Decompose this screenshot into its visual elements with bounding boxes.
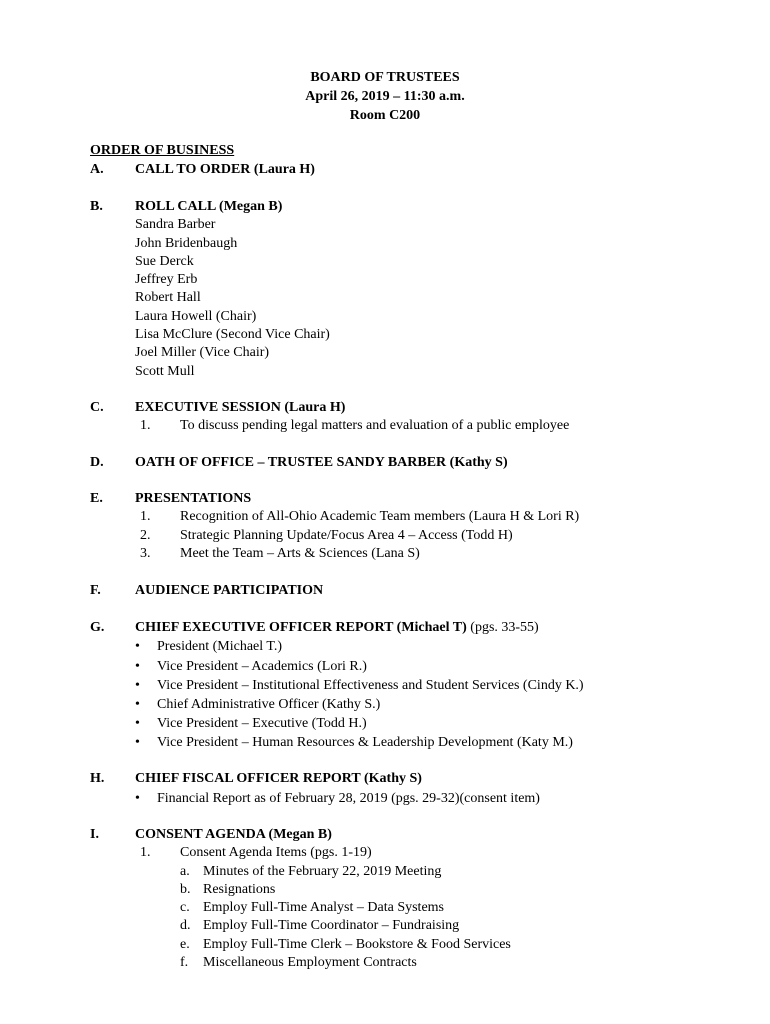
roll-call-member: Lisa McClure (Second Vice Chair): [135, 327, 330, 343]
sub-item-letter: b.: [180, 881, 191, 897]
item-text: Consent Agenda Items (pgs. 1-19): [180, 845, 372, 861]
bullet-text: Chief Administrative Officer (Kathy S.): [157, 696, 381, 712]
sub-item-text: Miscellaneous Employment Contracts: [203, 955, 417, 971]
bullet-item: [135, 714, 740, 733]
section-letter: E.: [90, 491, 103, 506]
item-text: To discuss pending legal matters and evaluation of a public employee: [180, 418, 570, 434]
section-letter: G.: [90, 620, 105, 635]
bullet-text: Vice President – Institutional Effectiveness and Student Services (Cindy K.): [157, 677, 584, 693]
section-letter: D.: [90, 455, 104, 470]
roll-call-member: Jeffrey Erb: [135, 272, 198, 288]
section-title-text: CHIEF EXECUTIVE OFFICER REPORT (Michael T): [135, 620, 467, 635]
order-of-business-heading: ORDER OF BUSINESS: [90, 143, 235, 158]
section-e: [90, 490, 740, 563]
item-number: 1.: [140, 509, 151, 525]
agenda-item: [135, 844, 740, 862]
meeting-room: Room C200: [349, 108, 421, 123]
sub-item-letter: e.: [180, 936, 190, 952]
section-title: [135, 619, 740, 637]
roll-call-member: Sandra Barber: [135, 217, 216, 233]
section-title: EXECUTIVE SESSION (Laura H): [135, 400, 346, 415]
bullet-text: Vice President – Academics (Lori R.): [157, 658, 367, 674]
section-title: CONSENT AGENDA (Megan B): [135, 827, 332, 842]
sub-item: [135, 881, 740, 899]
item-number: 2.: [140, 527, 151, 543]
sub-item-letter: f.: [180, 955, 189, 971]
section-f: [90, 582, 740, 600]
roll-call-member: Robert Hall: [135, 290, 201, 306]
item-number: 1.: [140, 418, 151, 434]
section-letter: C.: [90, 400, 104, 415]
bullet-item: [135, 637, 740, 656]
sub-item-text: Employ Full-Time Coordinator – Fundraising: [203, 918, 460, 934]
bullet-icon: •: [135, 639, 140, 655]
bullet-icon: •: [135, 716, 140, 732]
section-h: [90, 770, 740, 809]
section-title: CALL TO ORDER (Laura H): [135, 162, 315, 177]
sub-item: [135, 863, 740, 881]
roll-call-member: Scott Mull: [135, 363, 195, 379]
section-title: ROLL CALL (Megan B): [135, 199, 283, 214]
document-header: [0, 69, 770, 126]
bullet-icon: •: [135, 658, 140, 674]
bullet-item: [135, 733, 740, 752]
sub-item-text: Employ Full-Time Clerk – Bookstore & Food Services: [203, 936, 511, 952]
section-i: [90, 826, 740, 972]
bullet-text: President (Michael T.): [157, 639, 283, 655]
roll-call-member: Sue Derck: [135, 253, 194, 269]
bullet-item: [135, 676, 740, 695]
sub-item-letter: d.: [180, 918, 191, 934]
section-letter: H.: [90, 771, 105, 786]
agenda-item: [135, 545, 740, 563]
bullet-item: [135, 695, 740, 714]
section-letter: B.: [90, 199, 103, 214]
sub-item: [135, 936, 740, 954]
board-title: BOARD OF TRUSTEES: [310, 70, 460, 85]
meeting-date: April 26, 2019 – 11:30 a.m.: [305, 89, 465, 104]
section-g: [90, 619, 740, 753]
sub-item-letter: a.: [180, 863, 190, 879]
sub-item: [135, 917, 740, 935]
sub-item-text: Minutes of the February 22, 2019 Meeting: [203, 863, 442, 879]
bullet-icon: •: [135, 696, 140, 712]
section-d: [90, 454, 740, 472]
roll-call-member: John Bridenbaugh: [135, 235, 238, 251]
section-c: [90, 399, 740, 436]
section-title: CHIEF FISCAL OFFICER REPORT (Kathy S): [135, 771, 422, 786]
item-text: Strategic Planning Update/Focus Area 4 – Access (Todd H): [180, 527, 513, 543]
item-text: Recognition of All-Ohio Academic Team members (Laura H & Lori R): [180, 509, 580, 525]
item-number: 1.: [140, 845, 151, 861]
section-b: [90, 198, 740, 381]
sub-item: [135, 899, 740, 917]
bullet-icon: •: [135, 735, 140, 751]
section-a: [90, 161, 740, 179]
bullet-text: Vice President – Executive (Todd H.): [157, 716, 367, 732]
agenda-item: [135, 527, 740, 545]
page-reference: (pgs. 33-55): [466, 620, 539, 635]
sub-item-text: Employ Full-Time Analyst – Data Systems: [203, 900, 444, 916]
agenda-item: [135, 417, 740, 435]
bullet-text: Financial Report as of February 28, 2019 (pgs. 29-32)(consent item): [157, 791, 540, 807]
roll-call-member: Joel Miller (Vice Chair): [135, 345, 270, 361]
sub-item-letter: c.: [180, 900, 190, 916]
sub-item-text: Resignations: [203, 881, 276, 897]
bullet-item: [135, 657, 740, 676]
bullet-icon: •: [135, 791, 140, 807]
agenda-item: [135, 508, 740, 526]
bullet-item: [135, 788, 740, 809]
section-title: PRESENTATIONS: [135, 491, 252, 506]
section-letter: A.: [90, 162, 104, 177]
roll-call-member: Laura Howell (Chair): [135, 308, 257, 324]
bullet-text: Vice President – Human Resources & Leadership Development (Katy M.): [157, 735, 573, 751]
item-number: 3.: [140, 545, 151, 561]
item-text: Meet the Team – Arts & Sciences (Lana S): [180, 545, 420, 561]
section-letter: I.: [90, 827, 99, 842]
sub-item: [135, 954, 740, 972]
bullet-icon: •: [135, 677, 140, 693]
section-title: AUDIENCE PARTICIPATION: [135, 583, 324, 598]
section-title: OATH OF OFFICE – TRUSTEE SANDY BARBER (Kathy S): [135, 455, 508, 470]
section-letter: F.: [90, 583, 101, 598]
